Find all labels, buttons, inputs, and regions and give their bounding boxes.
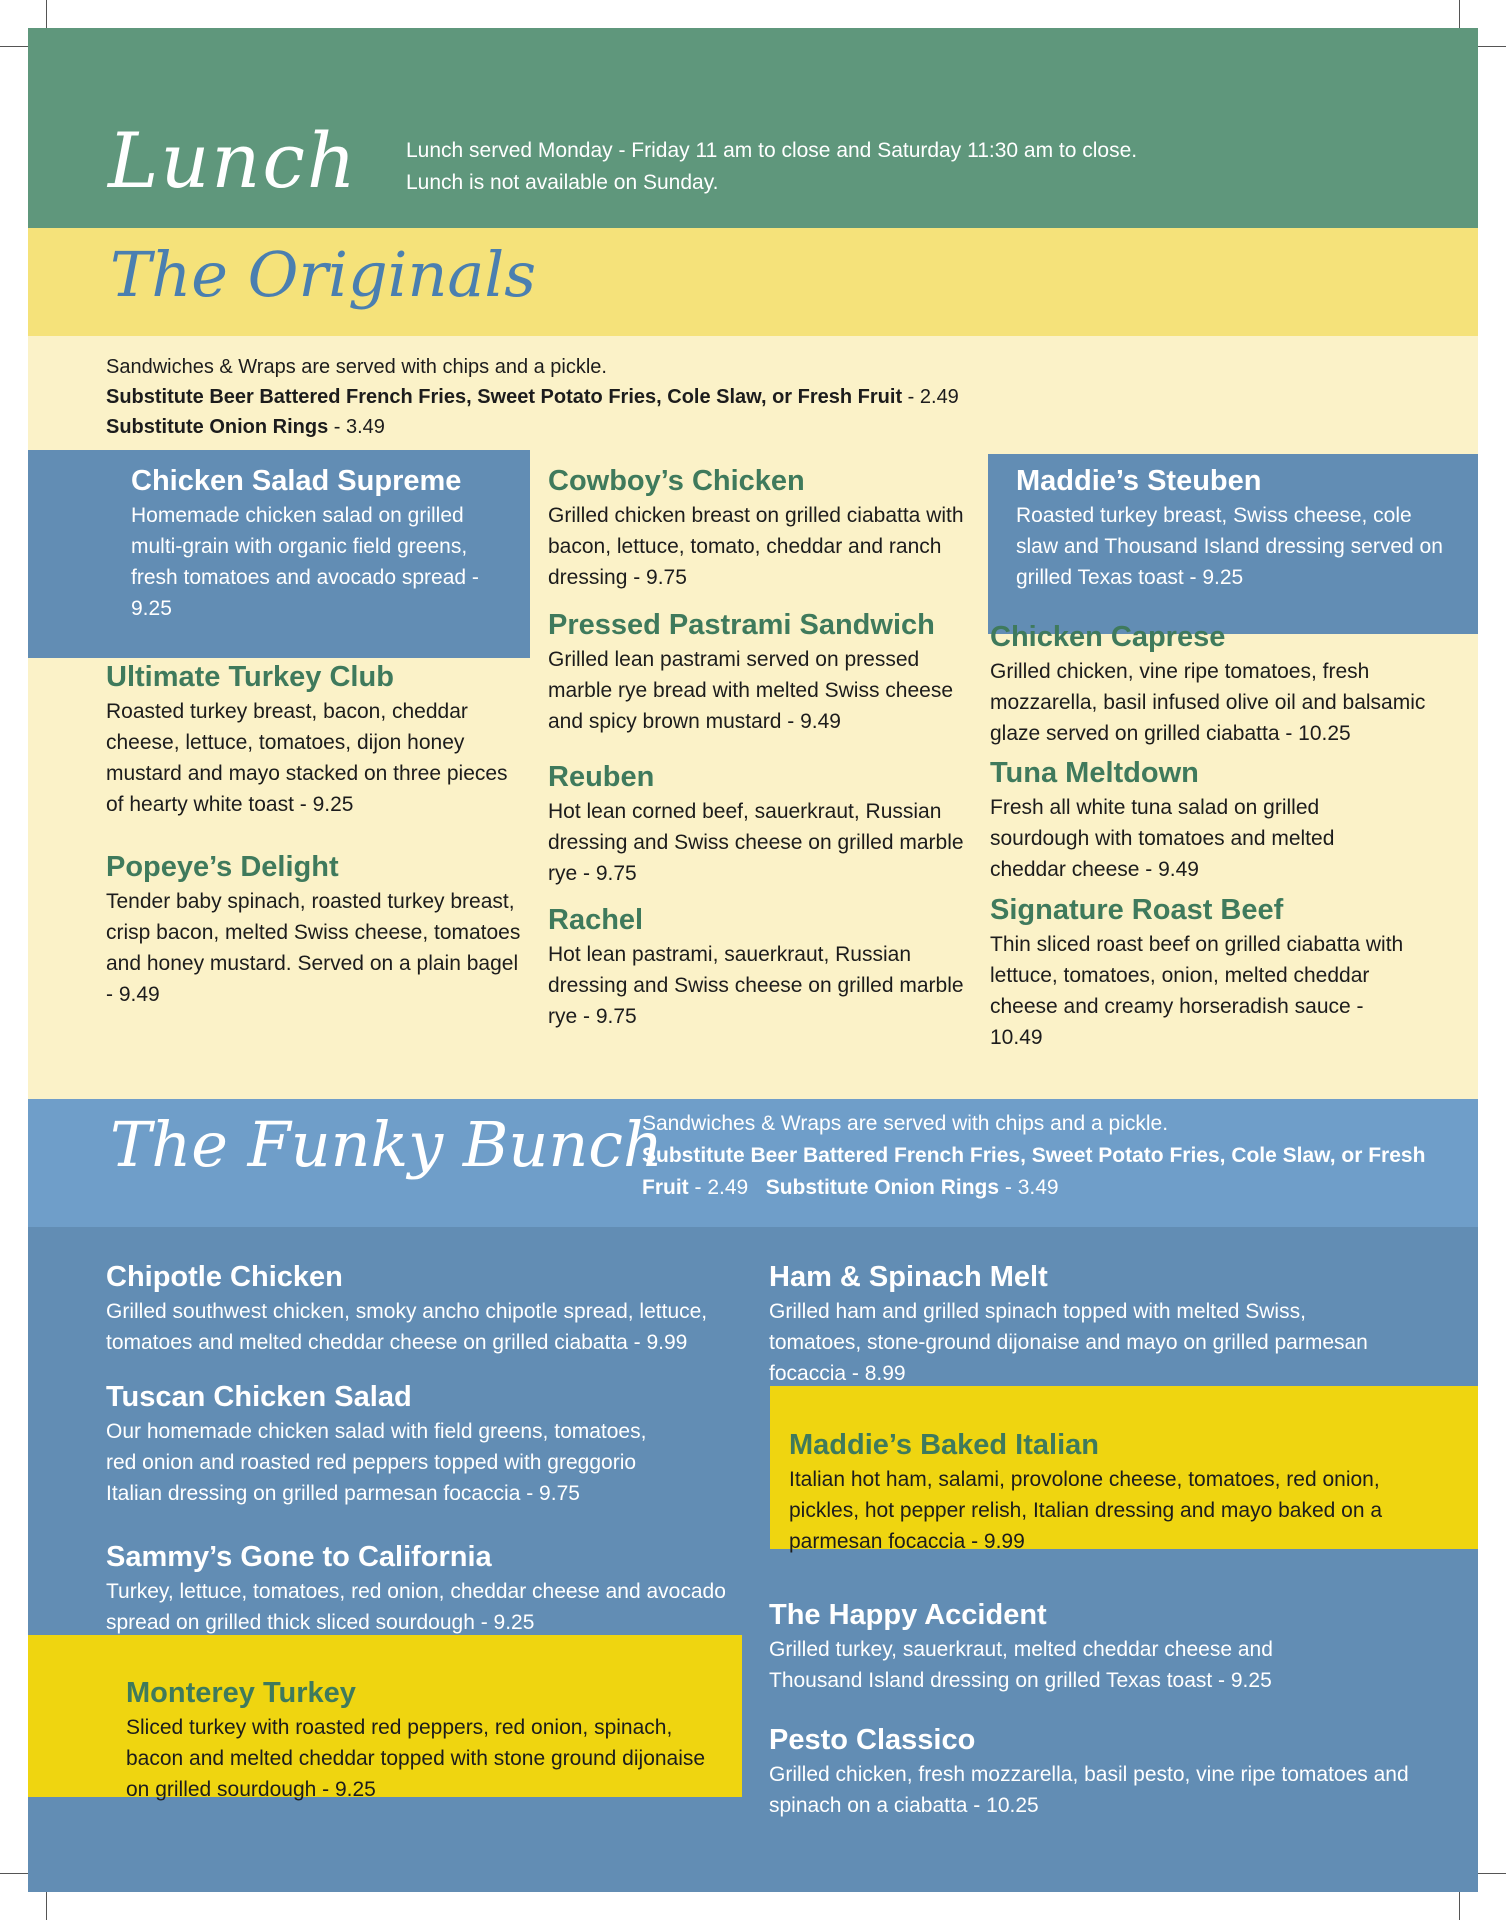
- crop-mark: [46, 1892, 47, 1920]
- item-description: Grilled ham and grilled spinach topped with melted Swiss, tomatoes, stone-ground dijonaise and mayo on grilled parmesan focaccia - 8.99: [769, 1300, 1368, 1385]
- menu-item: [106, 660, 511, 820]
- item-description: Tender baby spinach, roasted turkey breast, crisp bacon, melted Swiss cheese, tomatoes and honey mustard. Served on a plain bagel - 9.49: [106, 890, 521, 1006]
- item-name: Rachel: [548, 904, 644, 936]
- item-name: Chicken Salad Supreme: [131, 465, 462, 497]
- funky-title: The Funky Bunch: [110, 1108, 663, 1181]
- intro-line: Sandwiches & Wraps are served with chips and a pickle.: [106, 356, 607, 378]
- substitute-line: [642, 1140, 1472, 1204]
- item-description: Grilled southwest chicken, smoky ancho chipotle spread, lettuce, tomatoes and melted cheddar cheese on grilled ciabatta - 9.99: [106, 1300, 708, 1354]
- substitute-label: Substitute Onion Rings: [106, 416, 329, 438]
- funky-intro: [642, 1108, 1472, 1204]
- item-name: Maddie’s Baked Italian: [789, 1429, 1099, 1461]
- menu-item: [990, 756, 1410, 885]
- item-description: Italian hot ham, salami, provolone cheese, tomatoes, red onion, pickles, hot pepper relish, Italian dressing and mayo baked on a parmesan focaccia - 9.99: [789, 1468, 1383, 1553]
- item-name: Ultimate Turkey Club: [106, 661, 394, 693]
- item-name: Popeye’s Delight: [106, 851, 339, 883]
- item-name: Tuna Meltdown: [990, 757, 1199, 789]
- item-name: The Happy Accident: [769, 1599, 1047, 1631]
- item-name: Monterey Turkey: [126, 1677, 356, 1709]
- lunch-hours-note: [406, 135, 1137, 199]
- crop-mark: [0, 46, 28, 47]
- item-name: Pressed Pastrami Sandwich: [548, 609, 935, 641]
- crop-mark: [1478, 1873, 1506, 1874]
- substitute-label: Substitute Beer Battered French Fries, Sweet Potato Fries, Cole Slaw, or Fresh Fruit: [642, 1144, 1426, 1199]
- substitute-price: - 2.49: [688, 1176, 749, 1199]
- item-name: Signature Roast Beef: [990, 894, 1284, 926]
- menu-item: [548, 464, 968, 593]
- intro-line: Sandwiches & Wraps are served with chips and a pickle.: [642, 1112, 1169, 1135]
- menu-item: [769, 1260, 1369, 1389]
- menu-item: [1016, 464, 1456, 593]
- menu-item: [131, 464, 516, 624]
- menu-item: [990, 893, 1410, 1053]
- crop-mark: [1459, 1892, 1460, 1920]
- item-description: Grilled lean pastrami served on pressed marble rye bread with melted Swiss cheese and spicy brown mustard - 9.49: [548, 648, 954, 733]
- crop-mark: [46, 0, 47, 28]
- substitute-label: Substitute Onion Rings: [765, 1176, 1000, 1199]
- item-description: Turkey, lettuce, tomatoes, red onion, cheddar cheese and avocado spread on grilled thick sliced sourdough - 9.25: [106, 1580, 726, 1634]
- item-name: Reuben: [548, 761, 655, 793]
- substitute-price: - 3.49: [328, 416, 385, 438]
- item-name: Sammy’s Gone to California: [106, 1541, 492, 1573]
- item-description: Grilled turkey, sauerkraut, melted cheddar cheese and Thousand Island dressing on grilled Texas toast - 9.25: [769, 1638, 1273, 1692]
- originals-intro: [106, 352, 959, 442]
- item-description: Sliced turkey with roasted red peppers, red onion, spinach, bacon and melted cheddar topped with stone ground dijonaise on grilled sourdough - 9.25: [126, 1716, 706, 1801]
- item-description: Roasted turkey breast, bacon, cheddar cheese, lettuce, tomatoes, dijon honey mustard and mayo stacked on three pieces of hearty white toast - 9.25: [106, 700, 508, 816]
- substitute-line: [106, 412, 959, 442]
- menu-item: [769, 1723, 1429, 1821]
- item-name: Chipotle Chicken: [106, 1261, 343, 1293]
- menu-item: [106, 850, 526, 1010]
- substitute-price: - 3.49: [999, 1176, 1059, 1199]
- crop-mark: [1478, 46, 1506, 47]
- crop-mark: [1459, 0, 1460, 28]
- item-name: Tuscan Chicken Salad: [106, 1381, 412, 1413]
- menu-item: [106, 1540, 746, 1638]
- menu-item: [548, 608, 968, 737]
- item-description: Grilled chicken, vine ripe tomatoes, fresh mozzarella, basil infused olive oil and balsamic glaze served on grilled ciabatta - 10.25: [990, 660, 1426, 745]
- item-description: Hot lean pastrami, sauerkraut, Russian dressing and Swiss cheese on grilled marble rye - 9.75: [548, 943, 964, 1028]
- item-name: Maddie’s Steuben: [1016, 465, 1262, 497]
- item-name: Cowboy’s Chicken: [548, 465, 805, 497]
- item-description: Grilled chicken, fresh mozzarella, basil pesto, vine ripe tomatoes and spinach on a ciabatta - 10.25: [769, 1763, 1409, 1817]
- item-description: Homemade chicken salad on grilled multi-grain with organic field greens, fresh tomatoes and avocado spread - 9.25: [131, 504, 479, 620]
- item-description: Grilled chicken breast on grilled ciabatta with bacon, lettuce, tomato, cheddar and ranch dressing - 9.75: [548, 504, 964, 589]
- menu-item: [106, 1380, 666, 1509]
- item-description: Thin sliced roast beef on grilled ciabatta with lettuce, tomatoes, onion, melted cheddar cheese and creamy horseradish sauce - 10.49: [990, 933, 1404, 1049]
- item-description: Hot lean corned beef, sauerkraut, Russian dressing and Swiss cheese on grilled marble rye - 9.75: [548, 800, 964, 885]
- menu-item: [990, 620, 1460, 749]
- menu-item: [548, 903, 968, 1032]
- item-name: Chicken Caprese: [990, 621, 1226, 653]
- lunch-hours-line: Lunch served Monday - Friday 11 am to close and Saturday 11:30 am to close.: [406, 139, 1138, 162]
- item-description: Our homemade chicken salad with field greens, tomatoes, red onion and roasted red peppers topped with greggorio Italian dressing on grilled parmesan focaccia - 9.75: [106, 1420, 647, 1505]
- substitute-label: Substitute Beer Battered French Fries, Sweet Potato Fries, Cole Slaw, or Fresh Fruit: [106, 386, 903, 408]
- menu-item: [126, 1676, 716, 1805]
- substitute-line: [106, 382, 959, 412]
- menu-page: [28, 28, 1478, 1892]
- crop-mark: [0, 1873, 28, 1874]
- item-description: Roasted turkey breast, Swiss cheese, cole slaw and Thousand Island dressing served on grilled Texas toast - 9.25: [1016, 504, 1443, 589]
- menu-item: [789, 1428, 1449, 1557]
- menu-item: [548, 760, 968, 889]
- menu-item: [106, 1260, 746, 1358]
- menu-item: [769, 1598, 1369, 1696]
- originals-title: The Originals: [110, 238, 537, 311]
- lunch-title: Lunch: [108, 116, 358, 205]
- item-name: Pesto Classico: [769, 1724, 976, 1756]
- item-name: Ham & Spinach Melt: [769, 1261, 1048, 1293]
- substitute-price: - 2.49: [902, 386, 959, 408]
- item-description: Fresh all white tuna salad on grilled sourdough with tomatoes and melted cheddar cheese - 9.49: [990, 796, 1335, 881]
- lunch-hours-line: Lunch is not available on Sunday.: [406, 171, 719, 194]
